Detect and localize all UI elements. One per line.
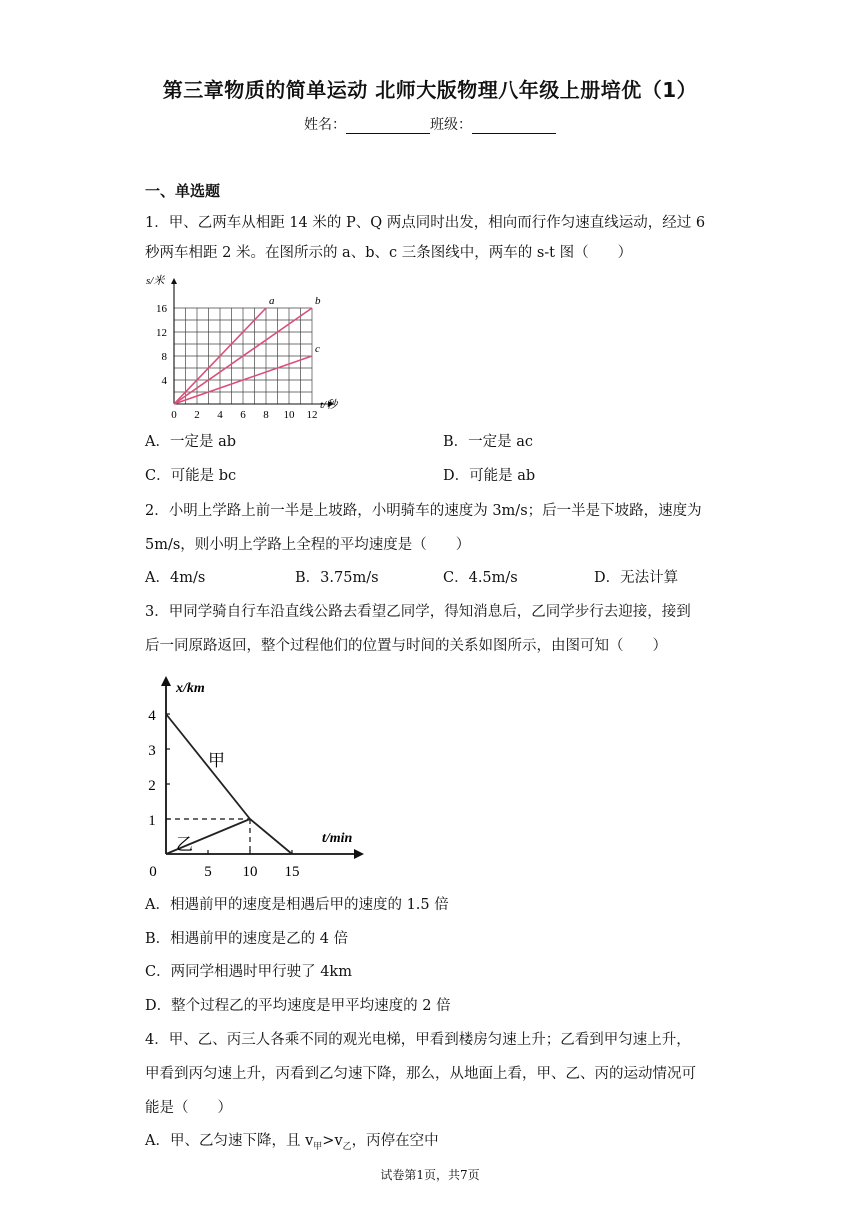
name-blank[interactable]	[346, 119, 430, 134]
y-axis-label: s/米	[146, 275, 165, 287]
q2-option-c[interactable]: C．4.5m/s	[443, 570, 518, 586]
q1-option-d[interactable]: D．可能是 ab	[443, 468, 536, 484]
q4-line2: 甲看到丙匀速上升，丙看到乙匀速下降，那么，从地面上看，甲、乙、丙的运动情况可	[145, 1066, 696, 1082]
x-tick-label: 10	[283, 409, 295, 421]
q3-line2: 后一同原路返回，整个过程他们的位置与时间的关系如图所示，由图可知（ ）	[145, 638, 667, 654]
y-tick-label: 16	[156, 303, 167, 315]
x-axis-label: t/秒	[320, 399, 338, 411]
section-heading: 一、单选题	[145, 182, 221, 200]
q2-option-d[interactable]: D．无法计算	[594, 570, 679, 586]
q2-line2: 5m/s，则小明上学路上全程的平均速度是（ ）	[145, 537, 471, 553]
q2-option-a[interactable]: A．4m/s	[145, 570, 206, 586]
q2-option-b[interactable]: B．3.75m/s	[295, 570, 379, 586]
q4-line1: 4．甲、乙、丙三人各乘不同的观光电梯，甲看到楼房匀速上升；乙看到甲匀速上升，	[145, 1032, 691, 1048]
q1-line1: 1．甲、乙两车从相距 14 米的 P、Q 两点同时出发，相向而行作匀速直线运动，经过 6	[145, 215, 706, 231]
subscript-yi: 乙	[342, 1141, 352, 1152]
q1-option-a[interactable]: A．一定是 ab	[145, 434, 237, 450]
x-tick-label: 5	[204, 864, 212, 880]
q4-line3: 能是（ ）	[145, 1100, 232, 1116]
y-tick-label: 2	[148, 778, 156, 794]
subscript-jia: 甲	[313, 1141, 323, 1152]
x-tick-label: 0	[171, 409, 177, 421]
name-label: 姓名：	[304, 117, 346, 133]
q2-line1: 2．小明上学路上前一半是上坡路，小明骑车的速度为 3m/s；后一半是下坡路，速度为	[145, 503, 702, 519]
class-blank[interactable]	[472, 119, 556, 134]
x-tick-label: 10	[242, 864, 258, 880]
q3-option-d[interactable]: D．整个过程乙的平均速度是甲平均速度的 2 倍	[145, 998, 451, 1014]
page-title: 第三章物质的简单运动 北师大版物理八年级上册培优（1）	[162, 78, 698, 102]
q3-line1: 3．甲同学骑自行车沿直线公路去看望乙同学，得知消息后，乙同学步行去迎接，接到	[145, 604, 691, 620]
x-tick-label: 12	[306, 409, 318, 421]
y-tick-label: 12	[156, 327, 167, 339]
series-label-b: b	[315, 295, 321, 307]
series-label-c: c	[315, 343, 320, 355]
series-label-0: 甲	[208, 751, 225, 770]
y-tick-label: 4	[161, 375, 167, 387]
x-tick-label: 2	[194, 409, 200, 421]
y-tick-label: 3	[148, 743, 156, 759]
y-tick-label: 1	[148, 813, 156, 829]
q3-option-b[interactable]: B．相遇前甲的速度是乙的 4 倍	[145, 931, 349, 947]
x-tick-label: 15	[284, 864, 300, 880]
y-axis-label: x/km	[176, 681, 205, 696]
x-axis-arrow	[354, 849, 364, 859]
series-label-1: 乙	[176, 835, 193, 854]
name-class-line	[0, 114, 860, 134]
y-axis-arrow	[171, 278, 177, 284]
y-tick-label: 4	[148, 708, 156, 724]
q4-option-a[interactable]: A．甲、乙匀速下降，且 $v_甲>v_乙$，丙停在空中	[145, 1133, 439, 1152]
page-footer: 试卷第1页，共7页	[380, 1168, 480, 1182]
class-label: 班级：	[430, 117, 472, 133]
y-axis-arrow	[161, 676, 171, 686]
x-tick-label: 0	[149, 864, 157, 880]
q1-option-c[interactable]: C．可能是 bc	[145, 468, 237, 484]
x-tick-label: 8	[263, 409, 269, 421]
q1-option-b[interactable]: B．一定是 ac	[443, 434, 534, 450]
q1-line2: 秒两车相距 2 米。在图所示的 a、b、c 三条图线中，两车的 s-t 图（ ）	[145, 245, 633, 261]
x-tick-label: 4	[217, 409, 223, 421]
q3-option-c[interactable]: C．两同学相遇时甲行驶了 4km	[145, 964, 352, 980]
series-line-0	[166, 714, 292, 854]
chart-st-graph	[138, 268, 358, 424]
y-tick-label: 8	[161, 351, 167, 363]
series-label-a: a	[269, 295, 275, 307]
x-axis-label: t/min	[322, 831, 353, 846]
q3-option-a[interactable]: A．相遇前甲的速度是相遇后甲的速度的 1.5 倍	[145, 897, 449, 913]
x-tick-label: 6	[240, 409, 246, 421]
chart-xt-graph	[140, 670, 380, 885]
